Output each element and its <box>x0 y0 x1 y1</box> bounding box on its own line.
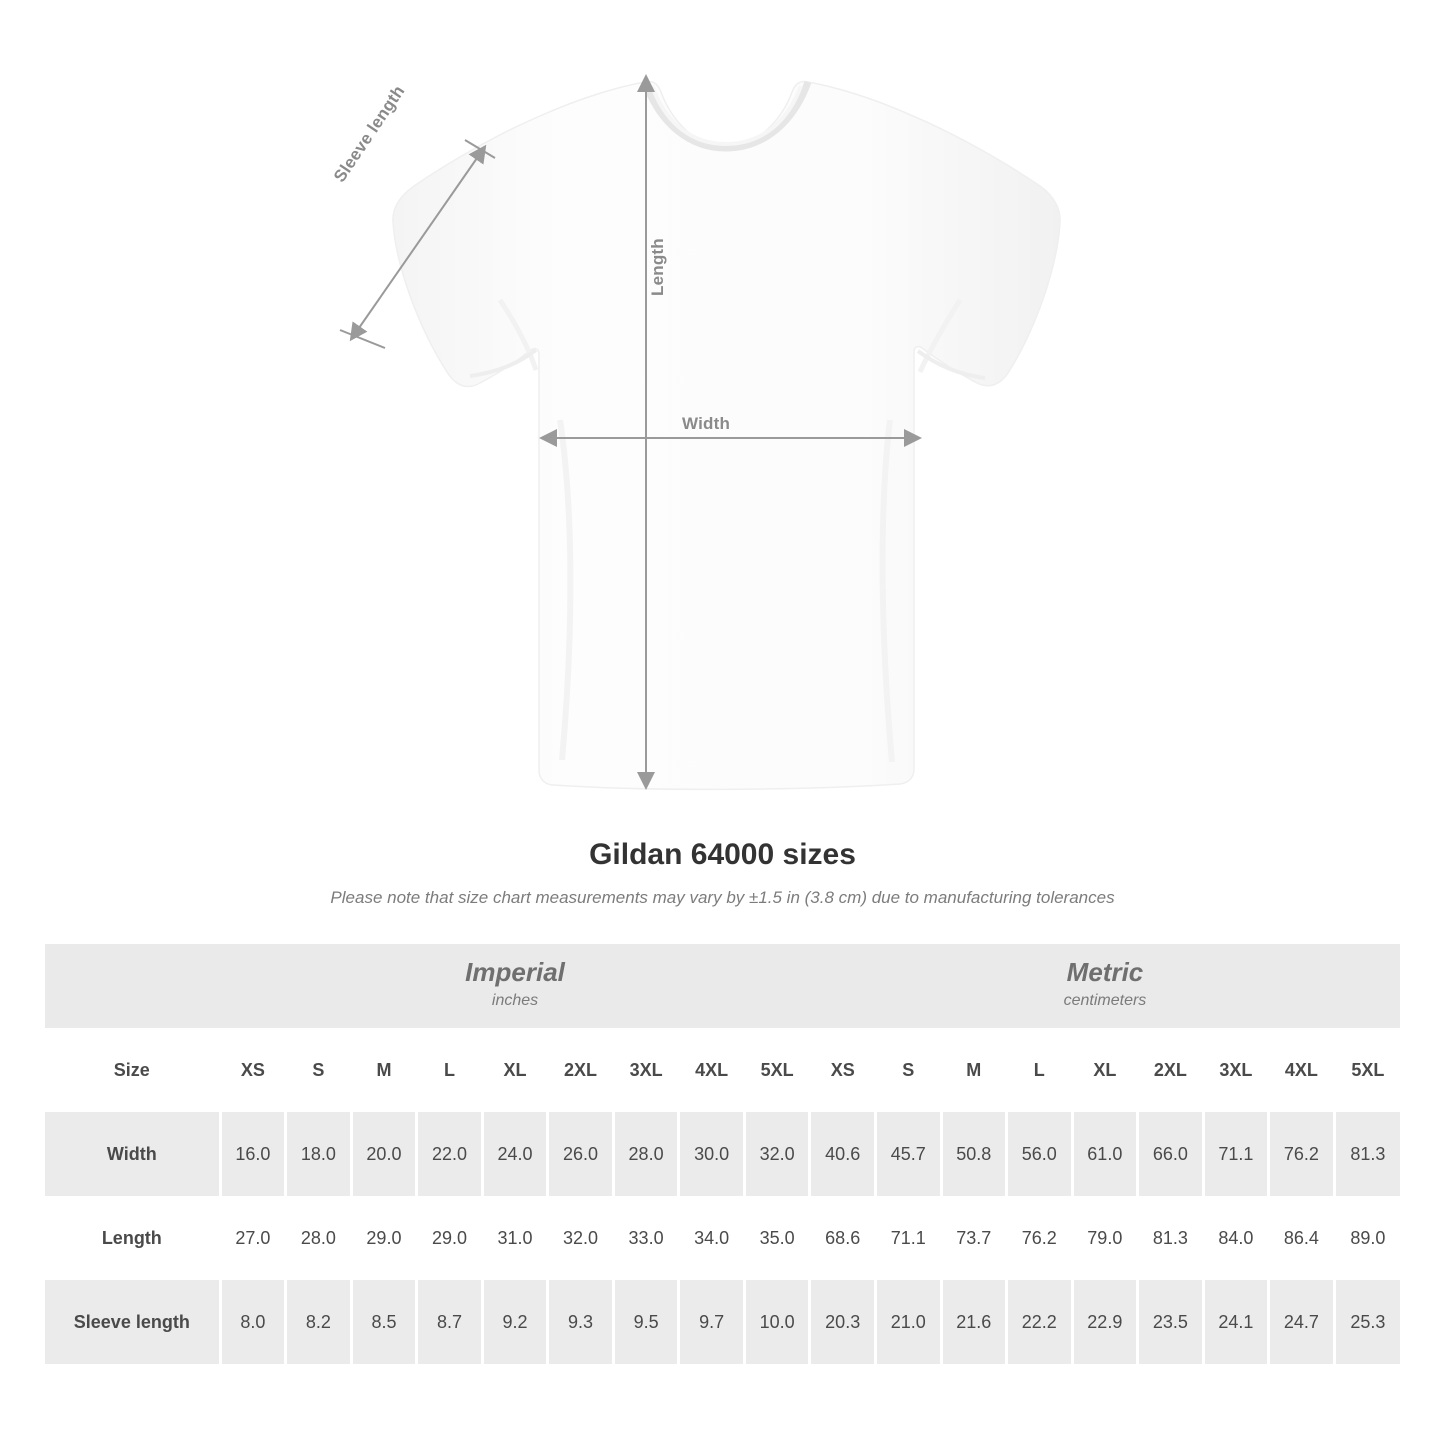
table-row <box>45 1112 1400 1196</box>
sleeve-length-label: Sleeve length <box>330 81 409 186</box>
cell-value: 28.0 <box>286 1196 352 1280</box>
title-block <box>0 838 1445 908</box>
cell-value: 30.0 <box>679 1112 745 1196</box>
cell-value: 29.0 <box>417 1196 483 1280</box>
cell-value: 45.7 <box>875 1112 941 1196</box>
tolerance-note: Please note that size chart measurements may vary by ±1.5 in (3.8 cm) due to manufacturing tolerances <box>330 888 1115 907</box>
cell-value: 89.0 <box>1334 1196 1400 1280</box>
cell-value: 66.0 <box>1138 1112 1204 1196</box>
unit-group-metric-sub: centimeters <box>1063 992 1147 1010</box>
column-header: 2XL <box>548 1028 614 1112</box>
cell-value: 21.0 <box>875 1280 941 1364</box>
cell-value: 22.0 <box>417 1112 483 1196</box>
column-header: 3XL <box>613 1028 679 1112</box>
cell-value: 24.1 <box>1203 1280 1269 1364</box>
cell-value: 9.7 <box>679 1280 745 1364</box>
size-chart-table <box>45 944 1400 1364</box>
table-header-row <box>45 1028 1400 1112</box>
column-header: L <box>1007 1028 1073 1112</box>
cell-value: 61.0 <box>1072 1112 1138 1196</box>
cell-value: 32.0 <box>744 1112 810 1196</box>
column-header: 5XL <box>744 1028 810 1112</box>
length-label: Length <box>648 238 667 296</box>
cell-value: 34.0 <box>679 1196 745 1280</box>
unit-group-imperial-sub: inches <box>491 992 539 1010</box>
column-header: XL <box>482 1028 548 1112</box>
column-header: 5XL <box>1334 1028 1400 1112</box>
size-row-header: Size <box>45 1028 220 1112</box>
unit-group-metric-name: Metric <box>1066 957 1144 988</box>
column-header: XS <box>810 1028 876 1112</box>
page-title: Gildan 64000 sizes <box>589 838 856 871</box>
cell-value: 27.0 <box>220 1196 286 1280</box>
cell-value: 71.1 <box>1203 1112 1269 1196</box>
cell-value: 24.0 <box>482 1112 548 1196</box>
cell-value: 26.0 <box>548 1112 614 1196</box>
cell-value: 35.0 <box>744 1196 810 1280</box>
cell-value: 8.5 <box>351 1280 417 1364</box>
column-header: L <box>417 1028 483 1112</box>
cell-value: 28.0 <box>613 1112 679 1196</box>
cell-value: 84.0 <box>1203 1196 1269 1280</box>
unit-group-metric <box>810 944 1400 1028</box>
cell-value: 31.0 <box>482 1196 548 1280</box>
column-header: M <box>351 1028 417 1112</box>
cell-value: 22.9 <box>1072 1280 1138 1364</box>
table-row <box>45 1280 1400 1364</box>
column-header: M <box>941 1028 1007 1112</box>
cell-value: 56.0 <box>1007 1112 1073 1196</box>
cell-value: 86.4 <box>1269 1196 1335 1280</box>
cell-value: 68.6 <box>810 1196 876 1280</box>
cell-value: 73.7 <box>941 1196 1007 1280</box>
column-header: 4XL <box>1269 1028 1335 1112</box>
cell-value: 40.6 <box>810 1112 876 1196</box>
column-header: XL <box>1072 1028 1138 1112</box>
cell-value: 9.2 <box>482 1280 548 1364</box>
cell-value: 22.2 <box>1007 1280 1073 1364</box>
column-header: S <box>286 1028 352 1112</box>
cell-value: 8.2 <box>286 1280 352 1364</box>
cell-value: 29.0 <box>351 1196 417 1280</box>
cell-value: 71.1 <box>875 1196 941 1280</box>
cell-value: 81.3 <box>1138 1196 1204 1280</box>
shirt-shape <box>393 81 1060 789</box>
column-header: 3XL <box>1203 1028 1269 1112</box>
cell-value: 50.8 <box>941 1112 1007 1196</box>
cell-value: 79.0 <box>1072 1196 1138 1280</box>
cell-value: 8.7 <box>417 1280 483 1364</box>
column-header: S <box>875 1028 941 1112</box>
cell-value: 33.0 <box>613 1196 679 1280</box>
table-row <box>45 1196 1400 1280</box>
cell-value: 81.3 <box>1334 1112 1400 1196</box>
cell-value: 18.0 <box>286 1112 352 1196</box>
unit-header-row <box>45 944 1400 1028</box>
unit-group-imperial <box>220 944 810 1028</box>
cell-value: 16.0 <box>220 1112 286 1196</box>
cell-value: 20.3 <box>810 1280 876 1364</box>
unit-group-imperial-name: Imperial <box>465 957 565 988</box>
width-label: Width <box>682 414 731 433</box>
cell-value: 25.3 <box>1334 1280 1400 1364</box>
row-label-sleeve-length: Sleeve length <box>45 1280 220 1364</box>
cell-value: 8.0 <box>220 1280 286 1364</box>
cell-value: 32.0 <box>548 1196 614 1280</box>
cell-value: 9.3 <box>548 1280 614 1364</box>
cell-value: 76.2 <box>1007 1196 1073 1280</box>
cell-value: 9.5 <box>613 1280 679 1364</box>
row-label-length: Length <box>45 1196 220 1280</box>
cell-value: 24.7 <box>1269 1280 1335 1364</box>
cell-value: 10.0 <box>744 1280 810 1364</box>
cell-value: 23.5 <box>1138 1280 1204 1364</box>
cell-value: 20.0 <box>351 1112 417 1196</box>
column-header: XS <box>220 1028 286 1112</box>
column-header: 2XL <box>1138 1028 1204 1112</box>
column-header: 4XL <box>679 1028 745 1112</box>
cell-value: 76.2 <box>1269 1112 1335 1196</box>
row-label-width: Width <box>45 1112 220 1196</box>
unit-header-spacer <box>45 944 220 1028</box>
cell-value: 21.6 <box>941 1280 1007 1364</box>
